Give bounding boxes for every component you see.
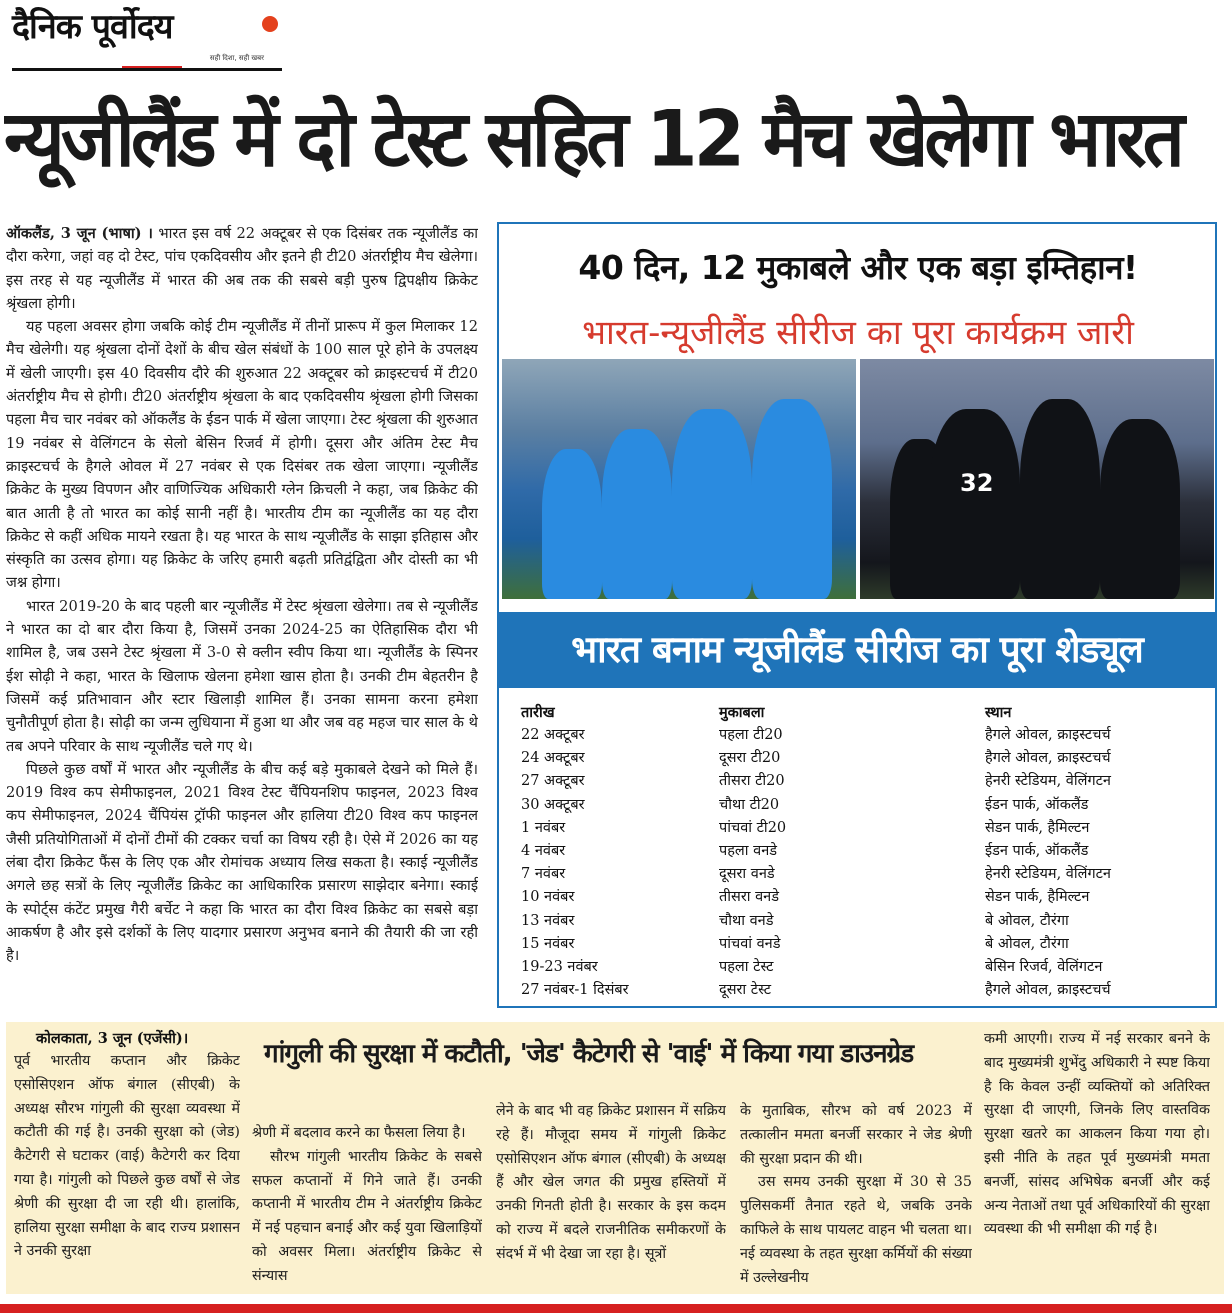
cell-date: 10 नवंबर — [521, 889, 575, 906]
second-article-dateline: कोलकाता, 3 जून (एजेंसी)। — [36, 1030, 189, 1047]
newspaper-name: दैनिक पूर्वोदय — [12, 7, 173, 47]
cell-venue: ईडन पार्क, ऑकलैंड — [985, 843, 1089, 859]
column-header-date: तारीख — [521, 704, 555, 721]
cell-match: पहला वनडे — [719, 843, 777, 859]
main-headline: न्यूजीलैंड में दो टेस्ट सहित 12 मैच खेलेगा भारत — [4, 93, 1181, 185]
masthead — [12, 6, 282, 70]
cell-match: पांचवां टी20 — [719, 819, 787, 836]
cell-match: पांचवां वनडे — [719, 935, 781, 952]
cell-date: 30 अक्टूबर — [521, 796, 585, 813]
table-row — [499, 956, 1215, 979]
player-figure — [930, 409, 1020, 599]
cell-date: 19-23 नवंबर — [521, 959, 598, 975]
second-article-column: लेने के बाद भी वह क्रिकेट प्रशासन में सक्रिय रहे हैं। मौजूदा समय में गांगुली क्रिकेट एसोसिएशन ऑफ बंगाल (सीएबी) के अध्यक्ष हैं और खेल जगत की प्रमुख हस्तियों में उनकी गिनती होती है। सरकार के इस कदम को राज्य में बदले राजनीतिक समीकरणों के संदर्भ में भी देखा जा रहा है। सूत्रों — [496, 1103, 726, 1262]
feature-headline: 40 दिन, 12 मुकाबले और एक बड़ा इम्तिहान! — [578, 248, 1138, 287]
cell-date: 1 नवंबर — [521, 819, 566, 836]
column-header-match: मुकाबला — [719, 704, 765, 721]
table-row — [499, 747, 1215, 770]
schedule-feature-box — [497, 222, 1217, 1008]
player-figure — [1020, 399, 1100, 599]
cell-venue: हेनरी स्टेडियम, वेलिंगटन — [985, 773, 1111, 790]
page-bottom-rule — [0, 1304, 1232, 1313]
table-row — [499, 794, 1215, 817]
cell-match: चौथा वनडे — [719, 912, 774, 929]
article-paragraph: ऑकलैंड, 3 जून (भाषा) । भारत इस वर्ष 22 अक्टूबर से एक दिसंबर तक न्यूजीलैंड का दौरा करेगा, जहां वह दो टेस्ट, पांच एकदिवसीय और इतने ही टी20 अंतर्राष्ट्रीय मैच खेलेगा। इस तरह से यह न्यूजीलैंड में भारत की अब तक की सबसे बड़ी पुरुष द्विपक्षीय क्रिकेट श्रृंखला होगी। — [6, 225, 478, 312]
cell-venue: हैगले ओवल, क्राइस्टचर्च — [985, 982, 1111, 999]
cell-date: 15 नवंबर — [521, 935, 575, 952]
logo-dot-icon — [262, 16, 278, 32]
schedule-title-band — [499, 612, 1215, 688]
cell-venue: बे ओवल, टौरंगा — [985, 912, 1069, 929]
second-article-headline: गांगुली की सुरक्षा में कटौती, 'जेड' कैटेगरी से 'वाई' में किया गया डाउनग्रेड — [264, 1039, 914, 1069]
table-row — [499, 979, 1215, 1002]
masthead-rule — [12, 68, 282, 71]
second-article-box — [6, 1022, 1224, 1294]
article-paragraph: भारत 2019-20 के बाद पहली बार न्यूजीलैंड में टेस्ट श्रृंखला खेलेगा। तब से न्यूजीलैंड ने भारत का दो बार दौरा किया है, जिसमें उनका 2024-25 का ऐतिहासिक दौरा भी शामिल है, जब उसने टेस्ट श्रृंखला में 3-0 से क्लीन स्वीप किया था। न्यूजीलैंड के स्पिनर ईश सोढ़ी ने कहा, भारत के खिलाफ खेलना हमेशा खास होता है। उनकी टीम बेहतरीन है जिसमें कई प्रतिभावान और स्टार खिलाड़ी शामिल हैं। उनका सामना करना हमेशा चुनौतीपूर्ण होता है। सोढ़ी का जन्म लुधियाना में हुआ था और जब वह महज चार साल के थे तब अपने परिवार के साथ न्यूजीलैंड चले गए थे। — [6, 597, 478, 755]
newspaper-tagline: सही दिशा, सही खबर — [209, 54, 264, 62]
cell-venue: बेसिन रिजर्व, वेलिंगटन — [985, 959, 1103, 975]
cell-match: दूसरा वनडे — [719, 866, 775, 883]
article-paragraph: यह पहला अवसर होगा जबकि कोई टीम न्यूजीलैंड में तीनों प्रारूप में कुल मिलाकर 12 मैच खेलेगी। यह श्रृंखला दोनों देशों के बीच खेल संबंधों के 100 साल पूरे होने के उपलक्ष्य में खेली जाएगी। इस 40 दिवसीय दौरे की शुरुआत 22 अक्टूबर को क्राइस्टचर्च में टी20 अंतर्राष्ट्रीय मैच से होगी। टी20 अंतर्राष्ट्रीय श्रृंखला के बाद एकदिवसीय श्रृंखला होगी जिसका पहला मैच चार नवंबर को ऑकलैंड के ईडन पार्क में खेला जाएगा। टेस्ट श्रृंखला की शुरुआत 19 नवंबर से वेलिंगटन के सेलो बेसिन रिजर्व में होगी। दूसरा और अंतिम टेस्ट मैच क्राइस्टचर्च के हैगले ओवल में 27 नवंबर से एक दिसंबर तक खेला जाएगा। न्यूजीलैंड क्रिकेट के मुख्य विपणन और वाणिज्यिक अधिकारी ग्लेन क्रिचली ने कहा, जब क्रिकेट की बात आती है तो भारत का कोई सानी नहीं है। भारतीय टीम का न्यूजीलैंड का यह दौरा क्रिकेट से कहीं अधिक मायने रखता है। यह भारत के साथ न्यूजीलैंड के साझा इतिहास और संस्कृति का उत्सव होगा। यह क्रिकेट के जरिए हमारी बढ़ती प्रतिद्वंद्विता और दोस्ती का भी जश्न होगा। — [6, 318, 478, 592]
article-dateline: ऑकलैंड, 3 जून (भाषा) । — [6, 225, 153, 242]
cell-match: तीसरा वनडे — [719, 889, 779, 906]
article-paragraph: पिछले कुछ वर्षों में भारत और न्यूजीलैंड के बीच कई बड़े मुकाबले देखने को मिले हैं। 2019 विश्व कप सेमीफाइनल, 2021 विश्व टेस्ट चैंपियनशिप फाइनल, 2023 विश्व कप सेमीफाइनल, 2024 चैंपियंस ट्रॉफी फाइनल और हालिया टी20 विश्व कप फाइनल जैसी प्रतियोगिताओं में दोनों टीमों की टक्कर चर्चा का विषय रही है। ऐसे में 2026 का यह लंबा दौरा क्रिकेट फैंस के लिए एक और रोमांचक अध्याय लिख सकता है। स्काई न्यूजीलैंड अगले छह सत्रों के लिए न्यूजीलैंड क्रिकेट का आधिकारिक प्रसारण साझेदार बनेगा। स्काई के स्पोर्ट्स कंटेंट प्रमुख गैरी बर्चेट ने कहा कि भारत का दौरा विश्व क्रिकेट का सबसे बड़ा आकर्षण है और इसे दर्शकों के लिए यादगार प्रसारण अनुभव बनाने की तैयारी की जा रही है। — [6, 760, 478, 965]
cell-date: 13 नवंबर — [521, 912, 575, 929]
schedule-table — [499, 702, 1215, 1002]
cell-match: दूसरा टी20 — [719, 750, 781, 767]
cell-match: चौथा टी20 — [719, 796, 780, 813]
cell-venue: हैगले ओवल, क्राइस्टचर्च — [985, 750, 1111, 767]
cell-date: 7 नवंबर — [521, 866, 566, 883]
table-row — [499, 863, 1215, 886]
table-row — [499, 910, 1215, 933]
cell-venue: बे ओवल, टौरंगा — [985, 935, 1069, 952]
cell-date: 27 नवंबर-1 दिसंबर — [521, 982, 629, 999]
cell-venue: सेडन पार्क, हैमिल्टन — [985, 819, 1090, 836]
player-figure — [752, 399, 832, 599]
cell-match: पहला टेस्ट — [719, 959, 774, 975]
second-article-column: श्रेणी में बदलाव करने का फैसला लिया है। सौरभ गांगुली भारतीय क्रिकेट के सबसे सफल कप्तानों में गिने जाते हैं। उनकी कप्तानी में भारतीय टीम ने अंतर्राष्ट्रीय क्रिकेट में नई पहचान बनाई और कई युवा खिलाड़ियों को अवसर मिला। अंतर्राष्ट्रीय क्रिकेट से संन्यास — [252, 1125, 482, 1284]
cell-match: तीसरा टी20 — [719, 773, 785, 790]
cell-match: पहला टी20 — [719, 727, 783, 743]
table-row — [499, 724, 1215, 747]
schedule-title: भारत बनाम न्यूजीलैंड सीरीज का पूरा शेड्यूल — [571, 628, 1143, 671]
cell-date: 24 अक्टूबर — [521, 750, 585, 767]
cell-date: 27 अक्टूबर — [521, 773, 585, 790]
cell-venue: हेनरी स्टेडियम, वेलिंगटन — [985, 866, 1111, 883]
player-figure — [542, 449, 602, 599]
feature-subheadline: भारत-न्यूजीलैंड सीरीज का पूरा कार्यक्रम जारी — [582, 313, 1134, 353]
table-row — [499, 840, 1215, 863]
cell-date: 22 अक्टूबर — [521, 727, 585, 743]
player-figure — [1100, 419, 1180, 599]
cell-match: दूसरा टेस्ट — [719, 982, 772, 999]
jersey-number: 32 — [960, 469, 994, 497]
second-article-column: पूर्व भारतीय कप्तान और क्रिकेट एसोसिएशन ऑफ बंगाल (सीएबी) के अध्यक्ष सौरभ गांगुली की सुरक्षा व्यवस्था में कटौती की गई है। उनकी सुरक्षा को (जेड) कैटेगरी से घटाकर (वाई) कैटेगरी कर दिया गया है। गांगुली को पिछले कुछ वर्षों से जेड श्रेणी की सुरक्षा दी जा रही थी। हालांकि, हालिया सुरक्षा समीक्षा के बाद राज्य प्रशासन ने उनकी सुरक्षा — [14, 1053, 240, 1260]
main-article — [6, 222, 478, 1004]
india-team-photo — [502, 359, 856, 599]
second-article-column: कमी आएगी। राज्य में नई सरकार बनने के बाद मुख्यमंत्री शुभेंदु अधिकारी ने स्पष्ट किया है कि केवल उन्हीं व्यक्तियों को अतिरिक्त सुरक्षा दी जाएगी, जिनके लिए वास्तविक सुरक्षा खतरे का आकलन किया गया हो। इसी नीति के तहत पूर्व मुख्यमंत्री ममता बनर्जी, सांसद अभिषेक बनर्जी और कई अन्य नेताओं तथा पूर्व अधिकारियों की सुरक्षा व्यवस्था की भी समीक्षा की गई है। — [984, 1031, 1210, 1238]
table-row — [499, 770, 1215, 793]
new-zealand-team-photo — [860, 359, 1214, 599]
table-row — [499, 817, 1215, 840]
cell-venue: सेडन पार्क, हैमिल्टन — [985, 889, 1090, 906]
column-header-venue: स्थान — [985, 704, 1012, 721]
player-figure — [602, 429, 672, 599]
table-row — [499, 886, 1215, 909]
second-article-column: के मुताबिक, सौरभ को वर्ष 2023 में तत्कालीन ममता बनर्जी सरकार ने जेड श्रेणी की सुरक्षा प्रदान की थी। उस समय उनकी सुरक्षा में 30 से 35 पुलिसकर्मी तैनात रहते थे, जबकि उनके काफिले के साथ पायलट वाहन भी चलता था। नई व्यवस्था के तहत सुरक्षा कर्मियों की संख्या में उल्लेखनीय — [740, 1103, 972, 1286]
table-row — [499, 933, 1215, 956]
cell-date: 4 नवंबर — [521, 843, 566, 859]
cell-venue: ईडन पार्क, ऑकलैंड — [985, 796, 1089, 813]
cell-venue: हैगले ओवल, क्राइस्टचर्च — [985, 727, 1111, 743]
player-figure — [672, 409, 752, 599]
